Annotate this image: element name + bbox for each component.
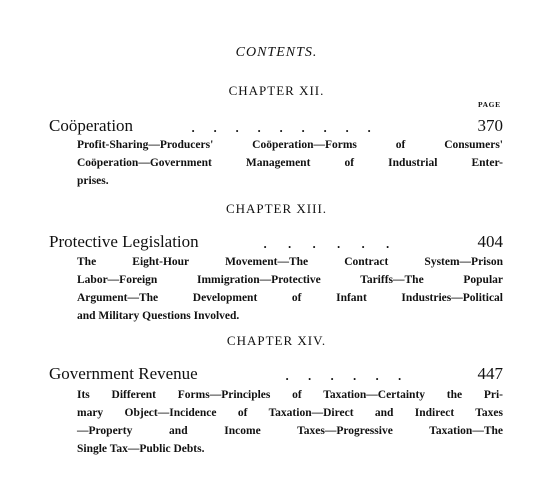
chapter-summary: [77, 253, 503, 325]
chapter-heading: CHAPTER XIV.: [226, 333, 327, 348]
toc-entry[interactable]: [49, 364, 503, 386]
summary-line: prises.: [77, 175, 109, 187]
entry-title: Coöperation: [49, 116, 134, 135]
entry-title: Government Revenue: [49, 364, 198, 383]
dot-leader: . . . . . .: [263, 233, 390, 252]
summary-line: Argument—The Development of Infant Industries—Political: [77, 292, 503, 304]
page-column-label: PAGE: [478, 100, 501, 109]
summary-line: and Military Questions Involved.: [77, 310, 240, 322]
chapter-summary: [77, 136, 503, 190]
summary-line: Profit-Sharing—Producers' Coöperation—Forms of Consumers': [77, 139, 503, 151]
summary-line: mary Object—Incidence of Taxation—Direct and Indirect Taxes: [77, 407, 503, 419]
chapter-heading: CHAPTER XIII.: [225, 201, 328, 216]
summary-line: Single Tax—Public Debts.: [77, 443, 205, 455]
toc-entry[interactable]: [49, 116, 503, 138]
page-number: 404: [477, 232, 503, 251]
dot-leader: . . . . . . . . .: [191, 117, 372, 136]
summary-line: The Eight-Hour Movement—The Contract System—Prison: [77, 256, 503, 268]
page-number: 370: [477, 116, 503, 135]
summary-line: Coöperation—Government Management of Industrial Enter-: [77, 157, 503, 169]
dot-leader: . . . . . .: [285, 365, 402, 384]
entry-title: Protective Legislation: [49, 232, 199, 251]
chapter-summary: [77, 386, 503, 458]
summary-line: Labor—Foreign Immigration—Protective Tariffs—The Popular: [77, 274, 503, 286]
toc-entry[interactable]: [49, 232, 503, 254]
running-head: CONTENTS.: [235, 45, 318, 60]
page-number: 447: [477, 364, 503, 383]
chapter-heading: CHAPTER XII.: [228, 83, 325, 98]
summary-line: —Property and Income Taxes—Progressive Taxation—The: [77, 425, 503, 437]
summary-line: Its Different Forms—Principles of Taxation—Certainty the Pri-: [77, 389, 503, 401]
